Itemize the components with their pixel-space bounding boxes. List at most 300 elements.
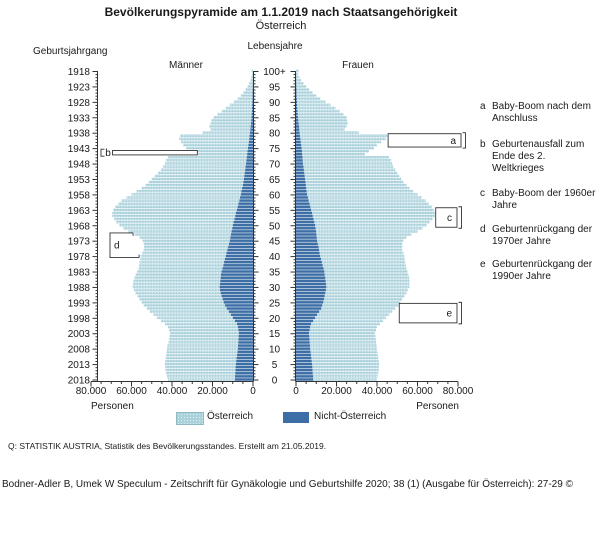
tick-label: 1918 xyxy=(67,67,90,78)
bar-frauen-nicht-oesterreich xyxy=(296,94,297,97)
tick-label: 2013 xyxy=(67,360,90,372)
bar-frauen-oesterreich xyxy=(299,125,347,128)
bar-frauen-oesterreich xyxy=(316,230,417,233)
bar-frauen-oesterreich xyxy=(301,141,381,144)
chart-title: Bevölkerungspyramide am 1.1.2019 nach Staatsangehörigkeit xyxy=(104,5,458,19)
bar-frauen-oesterreich xyxy=(305,178,401,181)
bar-maenner-oesterreich xyxy=(243,91,252,94)
bar-frauen-nicht-oesterreich xyxy=(296,138,300,141)
bar-frauen-oesterreich xyxy=(298,113,344,116)
annotation-text: Baby-Boom der 1960er Jahre xyxy=(492,188,596,211)
bar-maenner-oesterreich xyxy=(166,350,237,353)
bar-maenner-nicht-oesterreich xyxy=(234,221,253,224)
bar-frauen-oesterreich xyxy=(325,292,406,295)
bar-maenner-oesterreich xyxy=(165,323,237,326)
bar-frauen-oesterreich xyxy=(297,104,330,107)
bar-maenner-nicht-oesterreich xyxy=(227,307,253,310)
bar-frauen-nicht-oesterreich xyxy=(296,292,325,295)
bar-maenner-nicht-oesterreich xyxy=(250,131,253,134)
bar-frauen-nicht-oesterreich xyxy=(296,190,307,193)
bar-maenner-oesterreich xyxy=(144,246,228,249)
bar-frauen-oesterreich xyxy=(308,196,422,199)
tick-label: 1953 xyxy=(67,174,90,186)
tick-label: 1958 xyxy=(67,190,90,202)
bar-frauen-nicht-oesterreich xyxy=(296,347,310,350)
tick-label: 1943 xyxy=(67,144,90,156)
bar-maenner-nicht-oesterreich xyxy=(231,313,253,316)
bar-maenner-nicht-oesterreich xyxy=(249,138,253,141)
bar-frauen-oesterreich xyxy=(321,258,405,261)
bar-maenner-nicht-oesterreich xyxy=(250,135,253,138)
bar-frauen-oesterreich xyxy=(302,150,369,153)
bar-frauen-oesterreich xyxy=(297,88,310,91)
bar-frauen-nicht-oesterreich xyxy=(296,110,298,113)
tick-label: 1933 xyxy=(67,113,90,125)
bar-frauen-oesterreich xyxy=(303,165,393,168)
bar-frauen-nicht-oesterreich xyxy=(296,141,301,144)
bar-maenner-nicht-oesterreich xyxy=(221,292,253,295)
bar-maenner-oesterreich xyxy=(167,375,235,378)
chart-subtitle: Österreich xyxy=(255,20,307,32)
bar-maenner-nicht-oesterreich xyxy=(241,193,253,196)
bar-frauen-nicht-oesterreich xyxy=(296,135,300,138)
bar-maenner-nicht-oesterreich xyxy=(251,122,253,125)
bar-maenner-oesterreich xyxy=(155,175,245,178)
bar-frauen-oesterreich xyxy=(299,122,348,125)
bar-maenner-nicht-oesterreich xyxy=(224,301,253,304)
bar-maenner-nicht-oesterreich xyxy=(222,295,253,298)
legend-label-oesterreich: Österreich xyxy=(207,411,254,422)
bar-frauen-nicht-oesterreich xyxy=(296,264,323,267)
tick-label: 0 xyxy=(250,386,256,397)
marker-bracket-c xyxy=(459,207,462,229)
bar-maenner-oesterreich xyxy=(123,227,232,230)
bar-maenner-nicht-oesterreich xyxy=(239,199,253,202)
annotation-text: Geburtenausfall zum Ende des 2. Weltkrieges xyxy=(492,139,585,174)
bar-frauen-oesterreich xyxy=(324,267,407,270)
bar-maenner-nicht-oesterreich xyxy=(246,162,253,165)
bar-maenner-oesterreich xyxy=(149,181,244,184)
bar-frauen-oesterreich xyxy=(300,138,386,141)
bar-frauen-oesterreich xyxy=(325,295,405,298)
tick-label: 1968 xyxy=(67,221,90,233)
bar-frauen-nicht-oesterreich xyxy=(296,104,297,107)
citation: Bodner-Adler B, Umek W Speculum - Zeitschrift für Gynäkologie und Geburtshilfe 2020; 38 (1) (Ausgabe für Österreich): 27-29 © xyxy=(2,479,573,490)
bar-frauen-nicht-oesterreich xyxy=(296,199,309,202)
bar-frauen-oesterreich xyxy=(296,79,301,82)
bar-frauen-oesterreich xyxy=(313,320,383,323)
tick-label: 2018 xyxy=(67,375,90,387)
bar-frauen-nicht-oesterreich xyxy=(296,273,325,276)
bar-frauen-oesterreich xyxy=(326,279,410,282)
tick-label: 1993 xyxy=(67,298,90,310)
bar-maenner-oesterreich xyxy=(140,261,224,264)
bar-frauen-oesterreich xyxy=(299,128,344,131)
bar-frauen-oesterreich xyxy=(324,298,402,301)
bar-maenner-nicht-oesterreich xyxy=(230,236,253,239)
bar-frauen-nicht-oesterreich xyxy=(296,363,312,366)
bar-frauen-nicht-oesterreich xyxy=(296,119,298,122)
marker-bracket-b xyxy=(101,149,105,156)
marker-letter-e: e xyxy=(446,308,452,320)
bar-maenner-nicht-oesterreich xyxy=(247,156,253,159)
bar-maenner-nicht-oesterreich xyxy=(243,184,253,187)
tick-label: 15 xyxy=(268,329,281,341)
bar-maenner-nicht-oesterreich xyxy=(234,218,253,221)
bar-maenner-nicht-oesterreich xyxy=(235,375,253,378)
bar-frauen-oesterreich xyxy=(306,184,406,187)
bar-frauen-oesterreich xyxy=(317,236,407,239)
bar-frauen-oesterreich xyxy=(297,94,316,97)
tick-label: 85 xyxy=(268,113,281,125)
bar-frauen-oesterreich xyxy=(296,82,303,85)
bar-maenner-oesterreich xyxy=(168,156,247,159)
bar-maenner-oesterreich xyxy=(142,187,242,190)
tick-label: 0 xyxy=(271,375,278,387)
tick-label: 60.000 xyxy=(116,386,147,397)
bar-frauen-nicht-oesterreich xyxy=(296,242,318,245)
bar-frauen-oesterreich xyxy=(303,162,392,165)
panel-header-women: Frauen xyxy=(342,60,374,71)
bar-frauen-nicht-oesterreich xyxy=(296,150,302,153)
bar-frauen-oesterreich xyxy=(320,252,404,255)
tick-label: 1963 xyxy=(67,205,90,217)
bar-frauen-oesterreich xyxy=(307,193,417,196)
bar-frauen-nicht-oesterreich xyxy=(296,125,299,128)
bar-maenner-nicht-oesterreich xyxy=(248,150,253,153)
bar-maenner-oesterreich xyxy=(249,82,253,85)
annotation-key: c xyxy=(480,188,485,199)
bar-maenner-nicht-oesterreich xyxy=(222,270,253,273)
bar-frauen-nicht-oesterreich xyxy=(296,261,322,264)
bar-maenner-nicht-oesterreich xyxy=(245,168,253,171)
bar-frauen-nicht-oesterreich xyxy=(296,131,300,134)
bar-frauen-oesterreich xyxy=(309,335,375,338)
bar-frauen-nicht-oesterreich xyxy=(296,107,297,110)
marker-letter-d: d xyxy=(114,240,120,252)
tick-label: 1988 xyxy=(67,282,90,294)
bar-maenner-nicht-oesterreich xyxy=(220,286,253,289)
bar-maenner-oesterreich xyxy=(153,313,230,316)
bar-maenner-oesterreich xyxy=(157,317,233,320)
bar-maenner-nicht-oesterreich xyxy=(237,357,253,360)
bar-maenner-oesterreich xyxy=(147,307,227,310)
marker-box-b xyxy=(113,151,198,155)
bar-frauen-oesterreich xyxy=(317,313,389,316)
bar-maenner-oesterreich xyxy=(114,218,234,221)
bar-frauen-oesterreich xyxy=(326,289,408,292)
tick-label: 35 xyxy=(268,267,281,279)
bar-maenner-nicht-oesterreich xyxy=(231,233,253,236)
age-axis-label: Lebensjahre xyxy=(247,41,303,52)
bar-maenner-nicht-oesterreich xyxy=(238,202,253,205)
bar-maenner-oesterreich xyxy=(218,113,252,116)
bar-frauen-nicht-oesterreich xyxy=(296,196,308,199)
bar-maenner-nicht-oesterreich xyxy=(249,141,253,144)
bar-maenner-oesterreich xyxy=(165,366,235,369)
bar-maenner-oesterreich xyxy=(126,196,240,199)
source-note: Q: STATISTIK AUSTRIA, Statistik des Bevölkerungsstandes. Erstellt am 21.05.2019. xyxy=(8,441,327,451)
bar-maenner-nicht-oesterreich xyxy=(229,242,253,245)
bar-maenner-oesterreich xyxy=(144,304,225,307)
bar-frauen-nicht-oesterreich xyxy=(296,147,302,150)
bar-frauen-nicht-oesterreich xyxy=(296,270,324,273)
bar-frauen-oesterreich xyxy=(319,249,402,252)
x-unit-label-left: Personen xyxy=(91,401,134,412)
bar-maenner-oesterreich xyxy=(211,119,251,122)
bar-maenner-oesterreich xyxy=(115,205,237,208)
bar-frauen-oesterreich xyxy=(307,190,414,193)
bar-maenner-nicht-oesterreich xyxy=(252,110,253,113)
tick-label: 30 xyxy=(268,282,281,294)
tick-label: 70 xyxy=(268,159,281,171)
bar-maenner-oesterreich xyxy=(146,184,243,187)
bar-maenner-oesterreich xyxy=(241,94,253,97)
bar-maenner-nicht-oesterreich xyxy=(246,165,253,168)
bar-frauen-oesterreich xyxy=(310,338,376,341)
bar-maenner-oesterreich xyxy=(168,341,238,344)
annotation-item-c xyxy=(480,188,598,212)
bar-maenner-nicht-oesterreich xyxy=(235,320,253,323)
bar-frauen-oesterreich xyxy=(300,135,387,138)
bar-maenner-oesterreich xyxy=(128,230,231,233)
bar-maenner-nicht-oesterreich xyxy=(237,354,253,357)
bar-maenner-nicht-oesterreich xyxy=(238,205,253,208)
tick-label: 1928 xyxy=(67,97,90,109)
bar-frauen-nicht-oesterreich xyxy=(296,193,307,196)
annotation-item-d xyxy=(480,224,598,248)
bar-frauen-oesterreich xyxy=(319,310,392,313)
bar-frauen-nicht-oesterreich xyxy=(296,215,313,218)
tick-label: 20 xyxy=(268,313,281,325)
bar-maenner-nicht-oesterreich xyxy=(236,363,253,366)
bar-frauen-nicht-oesterreich xyxy=(296,332,309,335)
bar-frauen-nicht-oesterreich xyxy=(296,212,312,215)
bar-frauen-nicht-oesterreich xyxy=(296,175,305,178)
bar-frauen-nicht-oesterreich xyxy=(296,227,316,230)
bar-frauen-oesterreich xyxy=(313,369,379,372)
bar-maenner-nicht-oesterreich xyxy=(238,338,253,341)
bar-frauen-nicht-oesterreich xyxy=(296,378,313,381)
tick-label: 80 xyxy=(268,128,281,140)
tick-label: 45 xyxy=(268,236,281,248)
bar-frauen-nicht-oesterreich xyxy=(296,128,299,131)
bar-maenner-nicht-oesterreich xyxy=(252,101,253,104)
bar-frauen-oesterreich xyxy=(306,187,409,190)
bar-frauen-nicht-oesterreich xyxy=(296,97,297,100)
bar-maenner-oesterreich xyxy=(226,107,252,110)
bar-frauen-oesterreich xyxy=(325,276,409,279)
bar-frauen-nicht-oesterreich xyxy=(296,354,311,357)
bar-frauen-oesterreich xyxy=(306,181,404,184)
tick-label: 95 xyxy=(268,82,281,94)
bar-maenner-nicht-oesterreich xyxy=(225,258,253,261)
bar-frauen-nicht-oesterreich xyxy=(296,224,315,227)
marker-bracket-a xyxy=(463,133,466,148)
bar-maenner-nicht-oesterreich xyxy=(221,276,253,279)
bar-maenner-oesterreich xyxy=(118,202,238,205)
bar-frauen-nicht-oesterreich xyxy=(296,283,326,286)
bar-maenner-nicht-oesterreich xyxy=(237,323,253,326)
bar-maenner-nicht-oesterreich xyxy=(220,289,253,292)
bar-frauen-nicht-oesterreich xyxy=(296,267,324,270)
bar-maenner-oesterreich xyxy=(142,301,224,304)
bar-maenner-nicht-oesterreich xyxy=(233,317,253,320)
bar-maenner-oesterreich xyxy=(152,178,244,181)
bar-maenner-nicht-oesterreich xyxy=(251,125,253,128)
bar-maenner-oesterreich xyxy=(170,335,239,338)
bar-maenner-oesterreich xyxy=(136,292,221,295)
marker-letter-b: b xyxy=(105,148,111,160)
bar-maenner-oesterreich xyxy=(202,131,250,134)
bar-frauen-oesterreich xyxy=(313,378,377,381)
bar-maenner-oesterreich xyxy=(121,199,239,202)
bar-maenner-nicht-oesterreich xyxy=(252,104,253,107)
bar-maenner-oesterreich xyxy=(251,76,253,79)
bar-maenner-nicht-oesterreich xyxy=(242,187,253,190)
bar-frauen-oesterreich xyxy=(311,357,378,360)
marker-letter-a: a xyxy=(450,135,456,147)
tick-label: 55 xyxy=(268,205,281,217)
bar-maenner-oesterreich xyxy=(169,329,238,332)
bar-frauen-oesterreich xyxy=(326,286,409,289)
bar-maenner-oesterreich xyxy=(234,101,252,104)
bar-maenner-oesterreich xyxy=(210,122,250,125)
bar-frauen-oesterreich xyxy=(310,329,376,332)
bar-maenner-nicht-oesterreich xyxy=(251,119,253,122)
bar-maenner-oesterreich xyxy=(139,267,223,270)
bar-frauen-oesterreich xyxy=(312,363,379,366)
bar-maenner-oesterreich xyxy=(250,79,252,82)
bar-frauen-oesterreich xyxy=(315,224,426,227)
bar-frauen-nicht-oesterreich xyxy=(296,209,311,212)
bar-frauen-oesterreich xyxy=(312,366,378,369)
bar-maenner-nicht-oesterreich xyxy=(246,159,253,162)
bar-maenner-oesterreich xyxy=(181,141,249,144)
tick-label: 80.000 xyxy=(75,386,107,397)
tick-label: 20.000 xyxy=(197,386,228,397)
bar-maenner-nicht-oesterreich xyxy=(220,283,253,286)
bar-maenner-oesterreich xyxy=(144,249,228,252)
bar-frauen-nicht-oesterreich xyxy=(296,168,304,171)
birth-year-axis-label: Geburtsjahrgang xyxy=(33,46,108,57)
bar-maenner-nicht-oesterreich xyxy=(238,347,253,350)
annotation-key: a xyxy=(480,101,486,112)
bar-frauen-nicht-oesterreich xyxy=(296,329,310,332)
bar-maenner-nicht-oesterreich xyxy=(248,144,253,147)
bar-frauen-nicht-oesterreich xyxy=(296,230,316,233)
bar-maenner-oesterreich xyxy=(168,344,238,347)
bar-frauen-oesterreich xyxy=(296,76,299,79)
annotation-item-a xyxy=(480,101,598,125)
bar-frauen-oesterreich xyxy=(297,97,320,100)
bar-frauen-oesterreich xyxy=(310,326,377,329)
bar-frauen-nicht-oesterreich xyxy=(296,313,317,316)
tick-label: 25 xyxy=(268,298,281,310)
bar-maenner-nicht-oesterreich xyxy=(247,153,253,156)
bar-maenner-oesterreich xyxy=(166,159,246,162)
bar-frauen-oesterreich xyxy=(322,261,405,264)
bar-maenner-oesterreich xyxy=(166,357,237,360)
marker-bracket-e xyxy=(459,302,462,324)
tick-label: 80.000 xyxy=(442,386,474,397)
bar-maenner-nicht-oesterreich xyxy=(238,341,253,344)
bar-frauen-oesterreich xyxy=(303,159,391,162)
bar-maenner-nicht-oesterreich xyxy=(252,97,253,100)
bar-frauen-oesterreich xyxy=(322,304,398,307)
bar-maenner-oesterreich xyxy=(112,215,235,218)
x-unit-label-right: Personen xyxy=(416,401,459,412)
bar-maenner-nicht-oesterreich xyxy=(248,147,253,150)
bar-maenner-oesterreich xyxy=(186,147,248,150)
bar-maenner-oesterreich xyxy=(140,298,223,301)
bar-maenner-oesterreich xyxy=(166,372,235,375)
bar-maenner-oesterreich xyxy=(139,264,223,267)
bar-frauen-nicht-oesterreich xyxy=(296,205,310,208)
bar-frauen-oesterreich xyxy=(309,199,426,202)
bar-frauen-oesterreich xyxy=(310,205,431,208)
bar-maenner-oesterreich xyxy=(144,242,229,245)
tick-label: 40.000 xyxy=(361,386,393,397)
bar-frauen-nicht-oesterreich xyxy=(296,372,313,375)
bar-maenner-nicht-oesterreich xyxy=(224,261,253,264)
bar-maenner-oesterreich xyxy=(169,338,238,341)
bar-frauen-oesterreich xyxy=(311,350,378,353)
annotation-item-e xyxy=(480,259,598,283)
tick-label: 1948 xyxy=(67,159,90,171)
bar-maenner-oesterreich xyxy=(183,144,248,147)
bar-maenner-oesterreich xyxy=(165,363,236,366)
bar-maenner-oesterreich xyxy=(192,150,247,153)
bar-maenner-oesterreich xyxy=(140,236,231,239)
legend-label-nicht-oesterreich: Nicht-Österreich xyxy=(314,411,387,422)
bar-maenner-nicht-oesterreich xyxy=(229,310,253,313)
bar-frauen-oesterreich xyxy=(302,147,374,150)
bar-maenner-oesterreich xyxy=(150,310,229,313)
annotation-item-b xyxy=(480,139,598,175)
tick-label: 90 xyxy=(268,97,281,109)
bar-frauen-nicht-oesterreich xyxy=(296,187,306,190)
bar-maenner-nicht-oesterreich xyxy=(244,178,253,181)
bar-maenner-oesterreich xyxy=(112,212,236,215)
bar-frauen-oesterreich xyxy=(298,119,347,122)
bar-maenner-oesterreich xyxy=(222,110,252,113)
bar-frauen-nicht-oesterreich xyxy=(296,323,311,326)
bar-maenner-oesterreich xyxy=(138,295,222,298)
tick-label: 1983 xyxy=(67,267,90,279)
bar-frauen-nicht-oesterreich xyxy=(296,233,316,236)
bar-maenner-nicht-oesterreich xyxy=(252,107,253,110)
annotation-text: Geburtenrückgang der 1970er Jahre xyxy=(492,224,593,247)
bar-maenner-nicht-oesterreich xyxy=(233,224,253,227)
tick-label: 60.000 xyxy=(402,386,433,397)
bar-maenner-oesterreich xyxy=(166,354,237,357)
bar-frauen-nicht-oesterreich xyxy=(296,317,315,320)
annotation-text: Baby-Boom nach dem Anschluss xyxy=(492,101,591,124)
bar-frauen-oesterreich xyxy=(296,85,306,88)
bar-frauen-nicht-oesterreich xyxy=(296,246,318,249)
bar-frauen-oesterreich xyxy=(298,116,347,119)
bar-maenner-oesterreich xyxy=(141,255,226,258)
bar-frauen-oesterreich xyxy=(304,172,397,175)
bar-maenner-nicht-oesterreich xyxy=(241,190,253,193)
bar-maenner-oesterreich xyxy=(134,289,220,292)
bar-frauen-oesterreich xyxy=(297,101,325,104)
bar-frauen-nicht-oesterreich xyxy=(296,320,313,323)
bar-frauen-nicht-oesterreich xyxy=(296,221,314,224)
bar-maenner-oesterreich xyxy=(168,326,238,329)
annotation-key: d xyxy=(480,224,486,235)
